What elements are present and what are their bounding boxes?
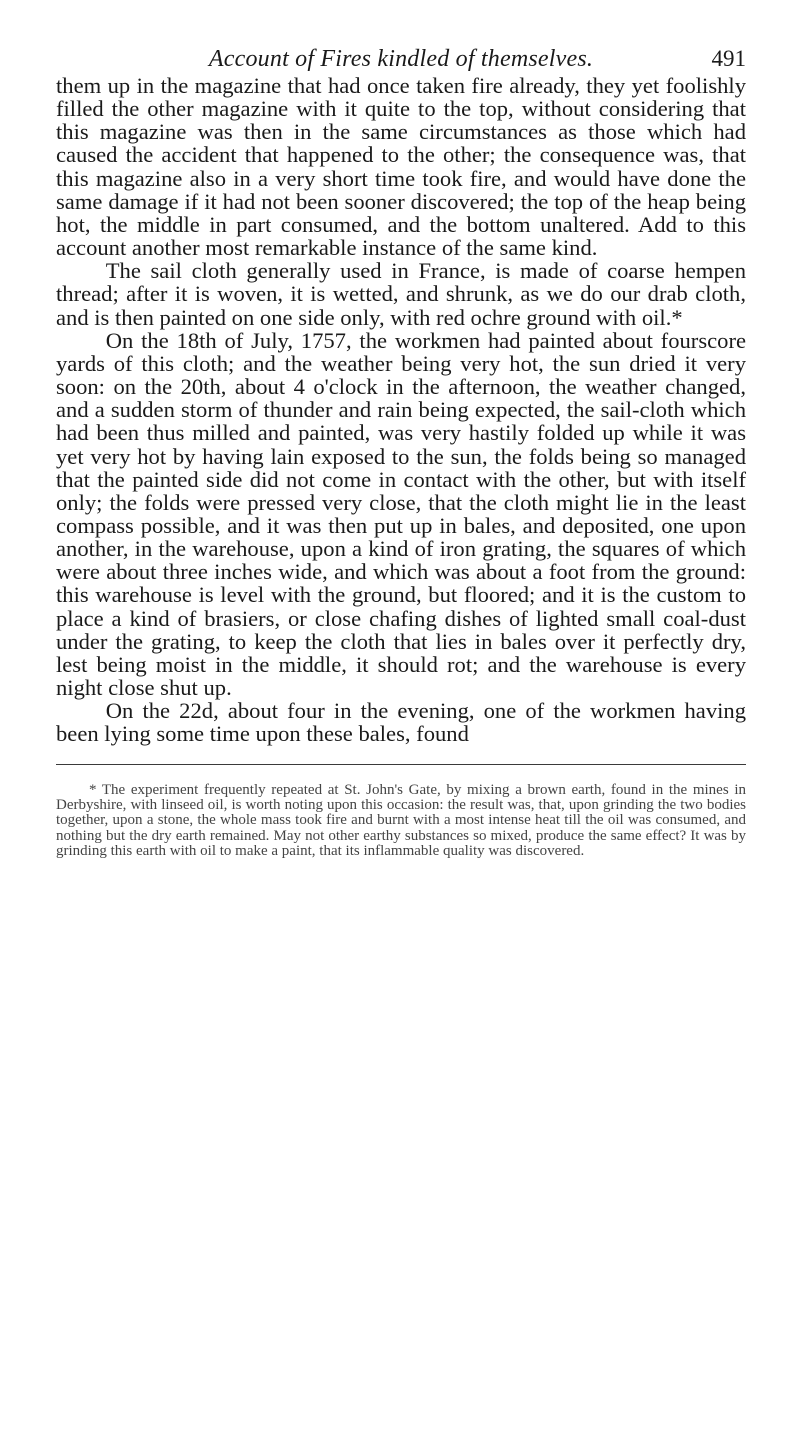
body-text xyxy=(56,74,746,746)
page-number: 491 xyxy=(711,46,746,71)
book-page xyxy=(56,0,746,1433)
paragraph-continuation: them up in the magazine that had once taken fire already, they yet foolishly filled the other magazine with it quite to the top, without considering that this magazine was then in the same circumstances as those which had caused the accident that happened to the other; the consequence was, that this magazine also in a very short time took fire, and would have done the same damage if it had not been sooner discovered; the top of the heap being hot, the middle in part consumed, and the bottom unaltered. Add to this account another most remarkable instance of the same kind. xyxy=(56,73,746,261)
running-title: Account of Fires kindled of themselves. xyxy=(208,46,594,72)
paragraph-22d: On the 22d, about four in the evening, one of the workmen having been lying some time upon these bales, found xyxy=(56,698,746,747)
paragraph-sail-cloth: The sail cloth generally used in France, is made of coarse hempen thread; after it is woven, it is wetted, and shrunk, as we do our drab cloth, and is then painted on one side only, with red ochre ground with oil.* xyxy=(56,258,746,330)
running-head xyxy=(56,0,746,74)
footnote: * The experiment frequently repeated at St. John's Gate, by mixing a brown earth, found in the mines in Derbyshire, with linseed oil, is worth noting upon this occasion: the result was, that, upon grinding the two bodies together, upon a stone, the whole mass took fire and burnt with a most intense heat till the oil was consumed, and nothing but the dry earth remained. May not other earthy substances so mixed, produce the same effect? It was by grinding this earth with oil to make a paint, that its inflammable quality was discovered. xyxy=(56,781,746,860)
footnote-divider xyxy=(56,764,746,765)
paragraph-july-18: On the 18th of July, 1757, the workmen had painted about fourscore yards of this cloth; and the weather being very hot, the sun dried it very soon: on the 20th, about 4 o'clock in the afternoon, the weather changed, and a sudden storm of thunder and rain being expected, the sail-cloth which had been thus milled and painted, was very hastily folded up while it was yet very hot by having lain exposed to the sun, the folds being so managed that the painted side did not come in contact with the other, but with itself only; the folds were pressed very close, that the cloth might lie in the least compass possible, and it was then put up in bales, and deposited, one upon another, in the warehouse, upon a kind of iron grating, the squares of which were about three inches wide, and which was about a foot from the ground: this warehouse is level with the ground, but floored; and it is the custom to place a kind of brasiers, or close chafing dishes of lighted small coal-dust under the grating, to keep the cloth that lies in bales over it perfectly dry, lest being moist in the middle, it should rot; and the warehouse is every night close shut up. xyxy=(56,327,746,701)
